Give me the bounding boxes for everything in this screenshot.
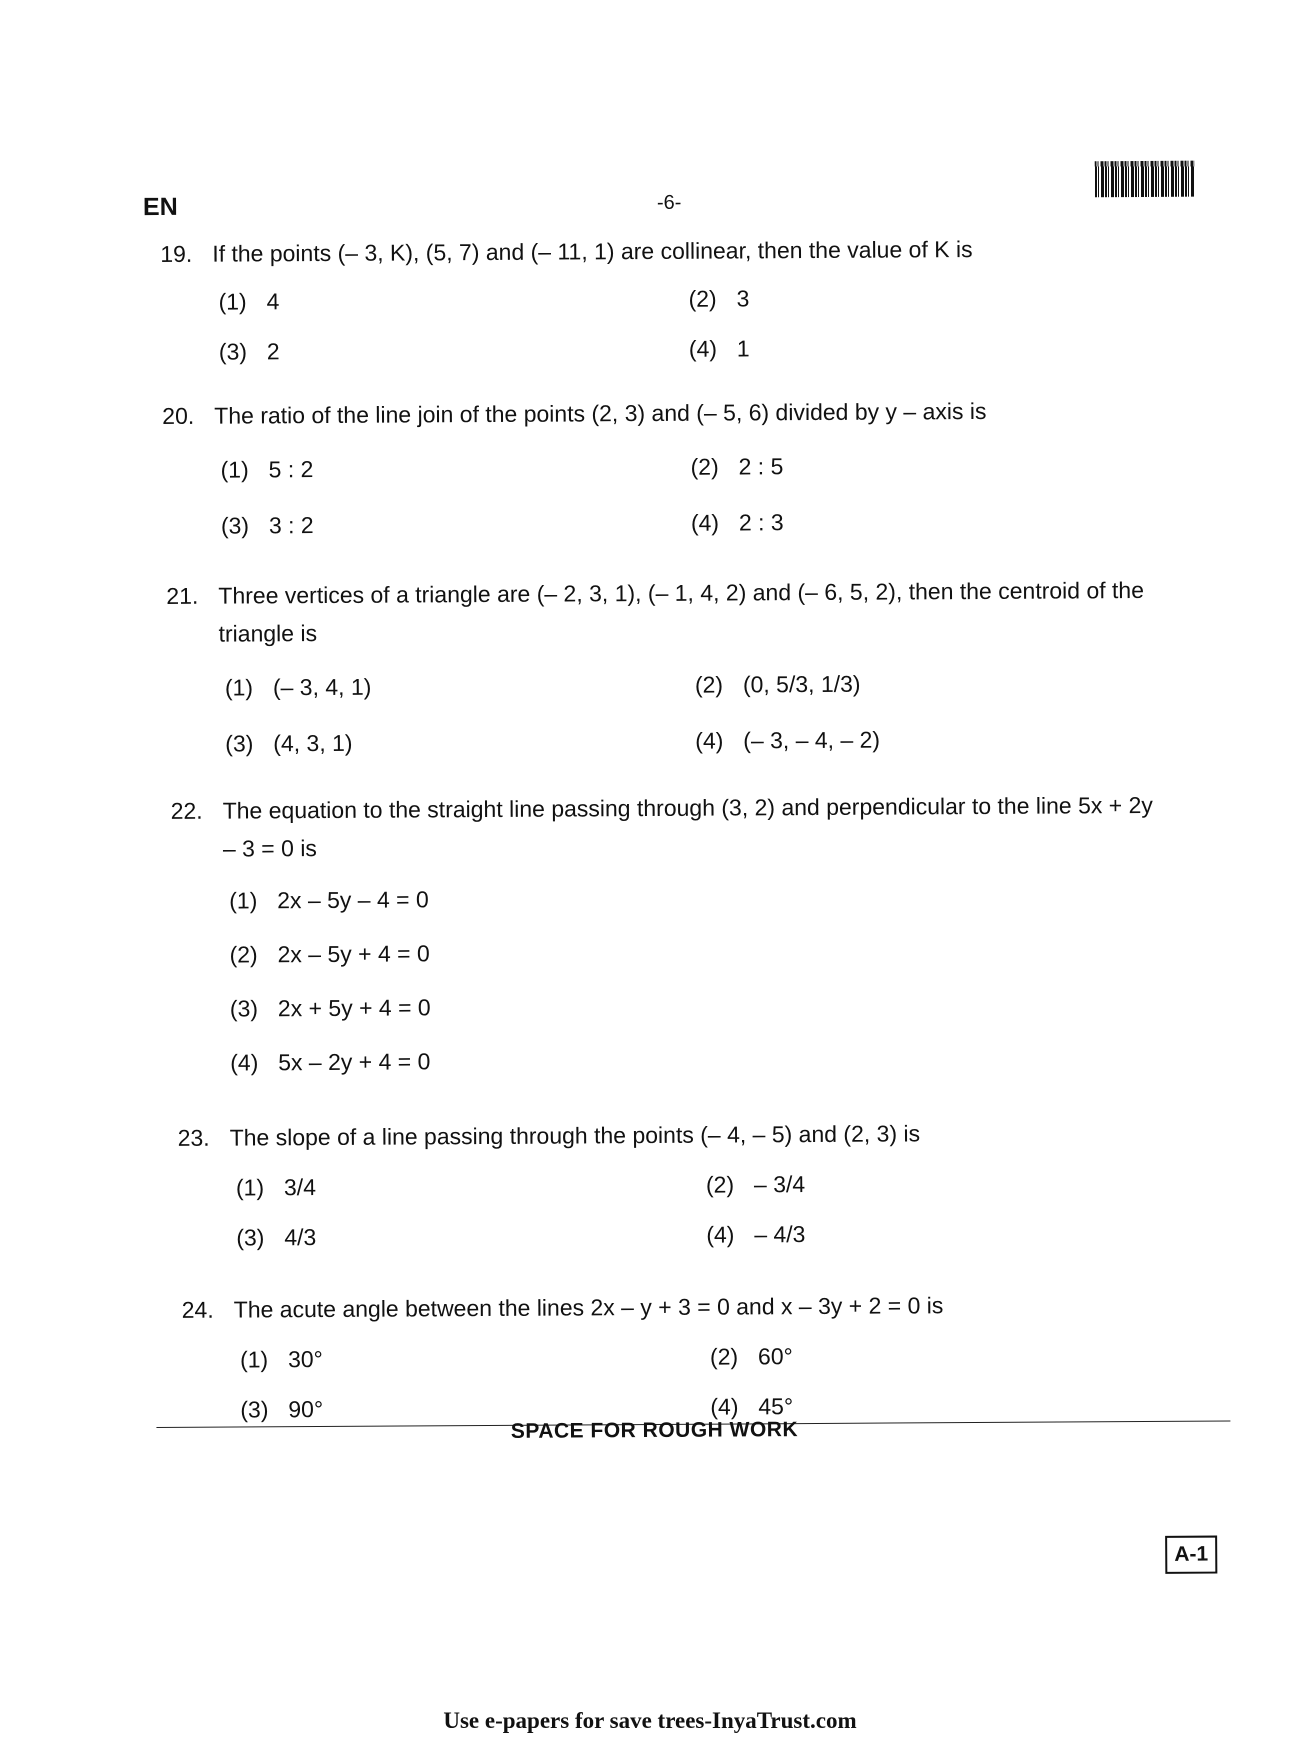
question-text: If the points (– 3, K), (5, 7) and (– 11, 1) are collinear, then the value of K is [212,236,973,267]
rough-work-label: SPACE FOR ROUGH WORK [510,1418,799,1443]
option-3: (3) 3 : 2 [220,512,314,539]
option-2: (2) 3 [688,285,750,312]
option-4: (4) 45° [710,1393,794,1420]
question-19 [160,229,1181,383]
option-1: (1) 2x – 5y – 4 = 0 [229,886,429,914]
question-number: 19. [160,240,193,267]
question-23 [178,1113,1199,1269]
question-number: 21. [166,582,199,609]
option-4: (4) 2 : 3 [690,509,784,536]
option-2: (2) 2x – 5y + 4 = 0 [229,940,430,968]
question-number: 20. [162,402,195,429]
paper-code-box: A-1 [1165,1536,1217,1574]
page-number: -6- [656,191,682,214]
language-code: EN [142,192,178,222]
option-3: (3) 4/3 [236,1224,317,1251]
options [229,876,1172,1098]
options [218,277,1181,383]
option-3: (3) 2x + 5y + 4 = 0 [229,994,431,1022]
question-text: The equation to the straight line passing through (3, 2) and perpendicular to the line 5x + 2y – 3 = 0 is [222,791,1153,862]
option-2: (2) 60° [709,1343,793,1370]
option-4: (4) 5x – 2y + 4 = 0 [230,1048,431,1076]
option-2: (2) – 3/4 [705,1171,806,1198]
question-text: The acute angle between the lines 2x – y + 3 = 0 and x – 3y + 2 = 0 is [233,1292,944,1323]
option-3: (3) 90° [240,1396,324,1423]
options [220,445,1183,563]
options [236,1163,1199,1269]
footer-text: Use e-papers for save trees-InyaTrust.com [443,1708,857,1733]
question-text: The slope of a line passing through the points (– 4, – 5) and (2, 3) is [229,1120,921,1151]
option-1: (1) 4 [218,288,280,315]
question-text: Three vertices of a triangle are (– 2, 3, 1), (– 1, 4, 2) and (– 6, 5, 2), then the centroid of the triangle is [218,576,1145,647]
question-20 [162,391,1183,563]
option-2: (2) 2 : 5 [690,453,784,480]
options [225,663,1168,781]
barcode-icon [1095,161,1195,198]
question-number: 23. [177,1124,210,1151]
option-1: (1) 5 : 2 [220,456,314,483]
option-1: (1) 3/4 [235,1174,317,1201]
question-number: 22. [170,797,203,824]
option-4: (4) – 4/3 [706,1221,806,1248]
question-21 [166,571,1167,781]
option-3: (3) (4, 3, 1) [225,729,353,757]
option-4: (4) (– 3, – 4, – 2) [695,726,881,754]
question-text: The ratio of the line join of the points (2, 3) and (– 5, 6) divided by y – axis is [214,397,987,429]
option-1: (1) (– 3, 4, 1) [224,673,372,701]
option-2: (2) (0, 5/3, 1/3) [694,670,861,698]
option-3: (3) 2 [218,338,280,365]
question-22 [171,786,1173,1098]
question-number: 24. [181,1296,214,1323]
option-4: (4) 1 [688,335,750,362]
option-1: (1) 30° [239,1346,323,1373]
